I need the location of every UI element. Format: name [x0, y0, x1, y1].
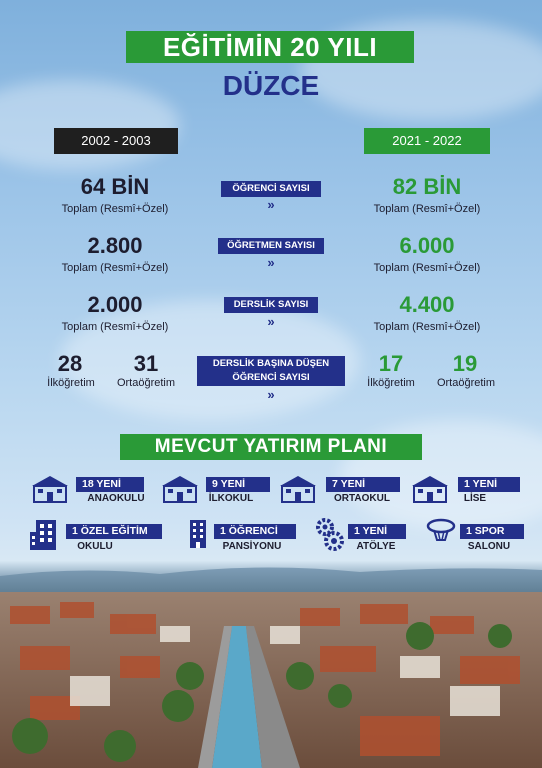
arrow-icon: »: [267, 255, 275, 270]
school-building-icon: [160, 474, 200, 504]
investment-badge: 1 ÖĞRENCİ: [214, 524, 296, 539]
per-class-left-secondary-sub: Ortaöğretim: [116, 377, 176, 389]
investment-badge: 1 ÖZEL EĞİTİM: [66, 524, 162, 539]
per-class-right-secondary-sub: Ortaöğretim: [436, 377, 496, 389]
year-label-left: 2002 - 2003: [54, 128, 178, 154]
investment-badge: 1 YENİ: [458, 477, 520, 492]
per-class-left-primary-value: 28: [57, 351, 83, 376]
investment-label: ORTAOKUL: [334, 493, 390, 504]
per-class-label: DERSLİK BAŞINA DÜŞEN ÖĞRENCİ SAYISI: [197, 356, 345, 386]
stat-right-value: 82 BİN: [392, 174, 462, 199]
city-aerial-photo: [0, 566, 542, 768]
investment-label: ATÖLYE: [356, 541, 396, 552]
investment-badge: 9 YENİ: [206, 477, 270, 492]
per-class-left-secondary-value: 31: [133, 351, 159, 376]
stat-left-value: 64 BİN: [80, 174, 150, 199]
school-building-icon: [410, 474, 450, 504]
investment-badge: 1 SPOR: [460, 524, 524, 539]
stat-left-sub: Toplam (Resmî+Özel): [61, 262, 169, 274]
page-title: EĞİTİMİN 20 YILI: [126, 31, 414, 63]
year-label-right: 2021 - 2022: [364, 128, 490, 154]
investment-badge: 7 YENİ: [326, 477, 400, 492]
arrow-icon: »: [267, 314, 275, 329]
school-building-icon: [278, 474, 318, 504]
plan-title: MEVCUT YATIRIM PLANI: [120, 434, 422, 460]
stat-right-value: 4.400: [399, 292, 455, 317]
stat-left-value: 2.000: [87, 292, 143, 317]
investment-label: İLKOKUL: [208, 493, 254, 504]
stat-label: ÖĞRETMEN SAYISI: [218, 238, 324, 254]
tower-building-icon: [188, 518, 208, 550]
school-building-icon: [30, 474, 70, 504]
page-subtitle: DÜZCE: [222, 70, 320, 101]
investment-label: PANSİYONU: [222, 541, 282, 552]
investment-badge: 18 YENİ: [76, 477, 144, 492]
gears-icon: [314, 516, 344, 552]
stat-right-sub: Toplam (Resmî+Özel): [373, 321, 481, 333]
investment-label: SALONU: [467, 541, 511, 552]
per-class-right-primary-sub: İlköğretim: [367, 377, 415, 389]
office-building-icon: [28, 518, 62, 552]
investment-label: ANAOKULU: [87, 493, 145, 504]
investment-label: OKULU: [77, 541, 113, 552]
stat-left-value: 2.800: [87, 233, 143, 258]
stat-left-sub: Toplam (Resmî+Özel): [61, 203, 169, 215]
stat-label: ÖĞRENCİ SAYISI: [221, 181, 321, 197]
per-class-right-secondary-value: 19: [452, 351, 478, 376]
arrow-icon: »: [267, 197, 275, 212]
per-class-left-primary-sub: İlköğretim: [47, 377, 95, 389]
arrow-icon: »: [267, 387, 275, 402]
stat-right-sub: Toplam (Resmî+Özel): [373, 262, 481, 274]
stat-left-sub: Toplam (Resmî+Özel): [61, 321, 169, 333]
investment-badge: 1 YENİ: [348, 524, 406, 539]
stat-label: DERSLİK SAYISI: [224, 297, 318, 313]
investment-label: LİSE: [463, 493, 487, 504]
stat-right-sub: Toplam (Resmî+Özel): [373, 203, 481, 215]
stat-right-value: 6.000: [399, 233, 455, 258]
basketball-hoop-icon: [426, 518, 456, 544]
per-class-right-primary-value: 17: [378, 351, 404, 376]
